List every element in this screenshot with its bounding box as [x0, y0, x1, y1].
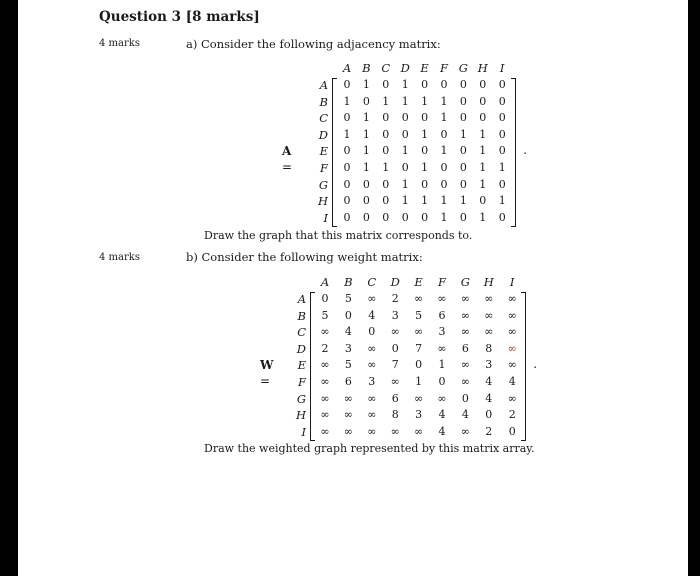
matrix-cell: 1: [498, 194, 506, 208]
right-black-border: [688, 0, 700, 576]
matrix-cell: 0: [479, 78, 487, 91]
matrix-cell: ∞: [437, 292, 447, 305]
matrix-cell: 0: [459, 111, 467, 125]
matrix-cell: 0: [391, 341, 399, 355]
row-header: B: [319, 94, 328, 109]
matrix-cell: ∞: [414, 292, 424, 305]
equals-sign: =: [260, 374, 271, 389]
matrix-cell: 0: [498, 78, 506, 91]
matrix-cell: 0: [368, 325, 376, 339]
matrix-cell: 0: [343, 210, 351, 224]
matrix-cell: 1: [362, 111, 370, 125]
matrix-cell: 5: [344, 358, 352, 372]
matrix-cell: ∞: [414, 325, 424, 339]
row-header: D: [318, 127, 328, 142]
matrix-cell: 1: [382, 161, 390, 174]
matrix-cell: 0: [382, 111, 390, 125]
matrix-cell: 1: [498, 161, 506, 174]
matrix-cell: 1: [421, 94, 429, 108]
matrix-cell: 0: [421, 210, 429, 224]
column-header: D: [390, 275, 400, 289]
matrix-cell: 0: [421, 111, 429, 125]
row-header: G: [296, 391, 306, 406]
matrix-cell: 2: [485, 424, 493, 438]
left-bracket: [310, 292, 315, 441]
matrix-cell: ∞: [507, 391, 517, 405]
row-header: G: [318, 177, 328, 192]
matrix-cell: 1: [459, 127, 467, 141]
matrix-cell: 6: [438, 308, 446, 322]
matrix-cell: 1: [479, 161, 487, 174]
row-header: H: [317, 194, 328, 209]
matrix-cell: 0: [362, 177, 370, 191]
matrix-cell: 0: [438, 375, 446, 388]
matrix-cell: 4: [508, 375, 516, 388]
matrix-cell: 1: [401, 78, 409, 91]
left-black-border: [0, 0, 18, 576]
matrix-cell: 1: [362, 161, 370, 174]
matrix-cell: 0: [401, 127, 409, 141]
matrix-cell: 5: [321, 308, 329, 322]
matrix-cell: 0: [401, 210, 409, 224]
matrix-cell: ∞: [460, 375, 470, 388]
column-header: B: [344, 275, 353, 289]
matrix-cell: 4: [438, 408, 446, 422]
matrix-cell: ∞: [414, 391, 424, 405]
matrix-cell: 0: [459, 161, 467, 174]
matrix-cell: ∞: [343, 408, 353, 422]
matrix-cell: ∞: [390, 325, 400, 339]
matrix-cell: ∞: [484, 292, 494, 305]
matrix-cell: ∞: [320, 424, 330, 438]
matrix-cell: ∞: [320, 325, 330, 339]
matrix-cell: ∞: [390, 375, 400, 388]
matrix-cell: 2: [321, 341, 329, 355]
matrix-cell: 1: [382, 94, 390, 108]
column-header: G: [458, 61, 468, 75]
matrix-cell: 0: [479, 94, 487, 108]
matrix-cell: 8: [391, 408, 399, 422]
matrix-cell: 1: [362, 127, 370, 141]
row-header: B: [297, 308, 306, 323]
matrix-cell: 0: [382, 127, 390, 141]
matrix-cell: 0: [421, 144, 429, 158]
matrix-cell: ∞: [507, 308, 517, 322]
matrix-cell: 0: [382, 78, 390, 91]
matrix-cell: ∞: [484, 308, 494, 322]
matrix-cell: 0: [343, 177, 351, 191]
matrix-cell: 0: [479, 194, 487, 208]
matrix-cell: 0: [485, 408, 493, 422]
matrix-cell: 0: [362, 210, 370, 224]
matrix-cell: ∞: [460, 358, 470, 372]
matrix-cell: 0: [382, 144, 390, 158]
row-header: E: [297, 358, 306, 373]
matrix-cell: ∞: [320, 358, 330, 372]
matrix-cell: 0: [461, 391, 469, 405]
part-b-prompt: b) Consider the following weight matrix:: [186, 250, 423, 264]
matrix-cell: ∞: [437, 391, 447, 405]
matrix-cell: 1: [440, 144, 448, 158]
column-header: B: [362, 61, 371, 75]
matrix-cell: ∞: [437, 341, 447, 355]
matrix-cell: 1: [440, 194, 448, 208]
matrix-cell: 2: [508, 408, 516, 422]
matrix-period: .: [523, 143, 528, 158]
matrix-cell: 1: [401, 94, 409, 108]
matrix-cell: ∞: [320, 375, 330, 388]
matrix-cell: 0: [382, 194, 390, 208]
matrix-cell: ∞: [320, 408, 330, 422]
matrix-cell: 0: [344, 308, 352, 322]
column-header: I: [509, 275, 515, 289]
matrix-cell: 0: [343, 78, 351, 91]
matrix-cell: ∞: [460, 424, 470, 438]
matrix-cell: 0: [343, 144, 351, 158]
matrix-cell: 1: [421, 127, 429, 141]
matrix-cell: 3: [391, 308, 399, 322]
matrix-cell: 1: [440, 111, 448, 125]
matrix-cell: 0: [498, 94, 506, 108]
row-header: F: [320, 161, 328, 175]
matrix-cell: 3: [368, 375, 376, 388]
matrix-cell: 2: [391, 292, 399, 305]
matrix-cell: 0: [382, 210, 390, 224]
column-header: H: [477, 61, 488, 75]
matrix-cell: ∞: [507, 341, 517, 355]
column-header: E: [414, 275, 423, 289]
column-header: G: [460, 275, 470, 289]
matrix-cell: 1: [421, 161, 429, 174]
part-b-marks: 4 marks: [99, 252, 140, 263]
part-b-instruction: Draw the weighted graph represented by this matrix array.: [204, 442, 535, 455]
matrix-cell: 1: [459, 194, 467, 208]
document-page: [18, 0, 688, 576]
matrix-cell: ∞: [367, 408, 377, 422]
matrix-cell: 0: [321, 292, 329, 305]
column-header: C: [367, 275, 377, 289]
matrix-cell: 0: [459, 144, 467, 158]
matrix-cell: ∞: [507, 325, 517, 339]
matrix-cell: 4: [485, 375, 493, 388]
right-bracket: [521, 292, 526, 441]
equals-sign: =: [282, 160, 293, 175]
row-header: D: [296, 341, 306, 356]
matrix-name: W: [260, 358, 274, 373]
matrix-cell: ∞: [367, 391, 377, 405]
row-header: F: [298, 375, 306, 389]
matrix-cell: ∞: [507, 292, 517, 305]
matrix-cell: 0: [421, 78, 429, 91]
matrix-cell: 0: [401, 161, 409, 174]
matrix-cell: 0: [508, 424, 516, 438]
right-bracket: [511, 78, 516, 227]
matrix-cell: 7: [391, 358, 399, 372]
matrix-label: [260, 357, 273, 389]
column-header: A: [342, 61, 352, 75]
matrix-cell: 8: [485, 341, 493, 355]
matrix-cell: ∞: [390, 424, 400, 438]
matrix-cell: 4: [344, 325, 352, 339]
matrix-cell: 0: [343, 161, 351, 174]
matrix-cell: 0: [459, 78, 467, 91]
matrix-cell: 0: [498, 111, 506, 125]
matrix-name: A: [282, 144, 292, 159]
matrix-cell: 1: [401, 144, 409, 158]
matrix-cell: ∞: [507, 358, 517, 372]
matrix-cell: 0: [382, 177, 390, 191]
row-header: H: [295, 408, 306, 423]
matrix-cell: 1: [343, 127, 351, 141]
matrix-cell: 1: [479, 177, 487, 191]
matrix-cell: 3: [415, 408, 423, 422]
matrix-cell: 0: [459, 94, 467, 108]
part-a-instruction: Draw the graph that this matrix corresponds to.: [204, 229, 473, 242]
matrix-cell: 3: [344, 341, 352, 355]
matrix-cell: 1: [401, 177, 409, 191]
matrix-cell: 5: [415, 308, 423, 322]
matrix-cell: 4: [485, 391, 493, 405]
matrix-cell: 0: [415, 358, 423, 372]
column-header: H: [483, 275, 494, 289]
matrix-cell: 1: [362, 78, 370, 91]
matrix-cell: 1: [479, 210, 487, 224]
matrix-cell: 1: [415, 375, 423, 388]
row-header: A: [319, 78, 328, 92]
matrix-cell: 1: [401, 194, 409, 208]
row-header: A: [297, 292, 306, 306]
column-header: F: [438, 275, 446, 289]
column-header: C: [381, 61, 391, 75]
left-bracket: [332, 78, 337, 227]
matrix-cell: 1: [362, 144, 370, 158]
column-header: D: [400, 61, 410, 75]
matrix-cell: 3: [485, 358, 493, 372]
matrix-cell: 0: [440, 78, 448, 91]
matrix-cell: ∞: [343, 391, 353, 405]
matrix-cell: 0: [498, 177, 506, 191]
matrix-cell: 6: [391, 391, 399, 405]
row-header: E: [319, 144, 328, 159]
matrix-cell: 0: [362, 94, 370, 108]
matrix-cell: 0: [401, 111, 409, 125]
matrix-cell: ∞: [460, 325, 470, 339]
matrix-period: .: [533, 357, 538, 372]
matrix-cell: 1: [438, 358, 446, 372]
matrix-cell: 0: [479, 111, 487, 125]
matrix-cell: ∞: [367, 292, 377, 305]
matrix-cell: 0: [343, 194, 351, 208]
matrix-cell: 0: [343, 111, 351, 125]
matrix-cell: 6: [344, 375, 352, 388]
matrix-cell: ∞: [484, 325, 494, 339]
matrix-cell: 0: [498, 144, 506, 158]
matrix-cell: 0: [440, 127, 448, 141]
column-header: E: [420, 61, 429, 75]
matrix-cell: 0: [440, 161, 448, 174]
matrix-cell: 3: [438, 325, 446, 339]
matrix-cell: 6: [461, 341, 469, 355]
matrix-cell: ∞: [367, 358, 377, 372]
matrix-cell: 1: [343, 94, 351, 108]
matrix-cell: ∞: [367, 341, 377, 355]
matrix-cell: 1: [421, 194, 429, 208]
matrix-cell: 1: [440, 94, 448, 108]
matrix-cell: 1: [479, 127, 487, 141]
matrix-cell: 1: [479, 144, 487, 158]
row-header: I: [323, 210, 328, 225]
column-header: F: [440, 61, 448, 75]
row-header: I: [301, 424, 306, 439]
matrix-label: [282, 143, 292, 175]
matrix-cell: 7: [415, 341, 423, 355]
matrix-cell: ∞: [460, 292, 470, 305]
matrix-cell: 0: [459, 210, 467, 224]
matrix-cell: 0: [362, 194, 370, 208]
row-header: C: [319, 111, 328, 126]
matrix-cell: 4: [461, 408, 469, 422]
matrix-cell: ∞: [414, 424, 424, 438]
column-header: A: [320, 275, 330, 289]
matrix-cell: 5: [344, 292, 352, 305]
row-header: C: [297, 325, 306, 340]
matrix-cell: 4: [438, 424, 446, 438]
matrix-cell: 0: [498, 210, 506, 224]
part-a-prompt: a) Consider the following adjacency matrix:: [186, 37, 441, 51]
matrix-cell: ∞: [320, 391, 330, 405]
matrix-cell: ∞: [343, 424, 353, 438]
matrix-cell: 1: [440, 210, 448, 224]
column-header: I: [499, 61, 505, 75]
matrix-cell: 0: [459, 177, 467, 191]
matrix-cell: 0: [421, 177, 429, 191]
matrix-cell: ∞: [460, 308, 470, 322]
matrix-cell: ∞: [367, 424, 377, 438]
part-a-marks: 4 marks: [99, 38, 140, 49]
matrix-cell: 0: [440, 177, 448, 191]
matrix-cell: 4: [368, 308, 376, 322]
question-title: Question 3 [8 marks]: [99, 9, 260, 25]
matrix-cell: 0: [498, 127, 506, 141]
